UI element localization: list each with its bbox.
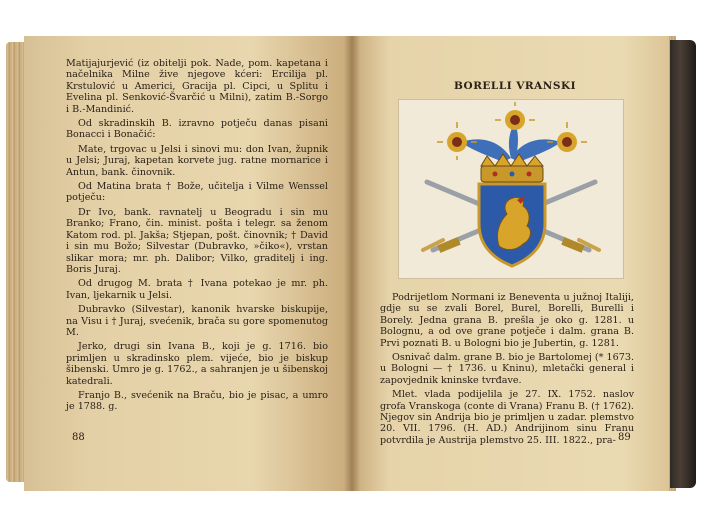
left-paragraph: Franjo B., svećenik na Braču, bio je pisac, a umro je 1788. g. xyxy=(66,389,328,413)
right-paragraph: Osnivač dalm. grane B. bio je Bartolomej (* 1673. u Bologni — † 1736. u Kninu), mletački general i zapovjednik kninske tvrđave. xyxy=(380,352,634,386)
left-paragraph: Matijajurjević (iz obitelji pok. Nade, pom. kapetana i načelnika Milne žive njegove kćeri: Ercilija pl. Krstulović u Americi, Gracija pl. Cipci, u Splitu i Evelina pl. Senković-Švarčić u Milni), zatim B.-Sorgo i B.-Mandinić. xyxy=(66,58,328,115)
left-paragraph: Od Matina brata † Bože, učitelja i Vilme Wenssel potječu: xyxy=(66,181,328,204)
right-paragraph: Mlet. vlada podijelila je 27. IX. 1752. naslov grofa Vranskoga (conte di Vrana) Franu B. († 1762). Njegov sin Andrija bio je primljen u zadar. plemstvo 20. VII. 1796. (H. AD.) Andrijinom sinu Franu potvrdila je Austrija plemstvo 25. III. 1822., pra- xyxy=(380,389,634,446)
coat-of-arms-plate xyxy=(398,99,624,279)
left-paragraph: Od drugog M. brata † Ivana potekao je mr. ph. Ivan, ljekarnik u Jelsi. xyxy=(66,278,328,301)
left-page-number: 88 xyxy=(72,432,85,443)
right-page-text xyxy=(380,292,634,449)
left-paragraph: Od skradinskih B. izravno potječu danas pisani Bonacci i Bonačić: xyxy=(66,118,328,141)
book-spine-cover xyxy=(670,40,696,488)
left-paragraph: Mate, trgovac u Jelsi i sinovi mu: don Ivan, župnik u Jelsi; Juraj, kapetan korvete jug. ratne mornarice i Antun, bank. činovnik. xyxy=(66,143,328,178)
left-paragraph: Jerko, drugi sin Ivana B., koji je g. 1716. bio primljen u skradinsko plem. vijeće, bio je biskup šibenski. Umro je g. 1762., a sahranjen je u šibenskoj katedrali. xyxy=(66,341,328,387)
coat-of-arms-illustration xyxy=(399,100,623,278)
right-paragraph: Podrijetlom Normani iz Beneventa u južnoj Italiji, gdje su se zvali Borel, Burel, Borelli, Burelli i Borely. Jedna grana B. prešla je oko g. 1281. u Bolognu, a od ove grane potječe i dalm. grana B. Prvi poznati B. u Bologni bio je Jubertin, g. 1281. xyxy=(380,292,634,349)
right-page-number: 89 xyxy=(618,432,631,443)
book-gutter xyxy=(344,36,360,491)
page-title: BORELLI VRANSKI xyxy=(453,80,576,92)
left-page-text xyxy=(66,58,328,416)
left-paragraph: Dubravko (Silvestar), kanonik hvarske biskupije, na Visu i † Juraj, svećenik, brača su gore spomenutog M. xyxy=(66,304,328,338)
left-paragraph: Dr Ivo, bank. ravnatelj u Beogradu i sin mu Branko; Frano, čin. minist. pošta i telegr. sa ženom Katom rod. pl. Jakša; Stjepan, pošt. činovnik; † David i sin mu Božo; Silvestar (Dubravko, »čiko«), vrstan slikar mora; mr. ph. Dalibor; Vilko, graditelj i ing. Boris Juraj. xyxy=(66,206,328,275)
